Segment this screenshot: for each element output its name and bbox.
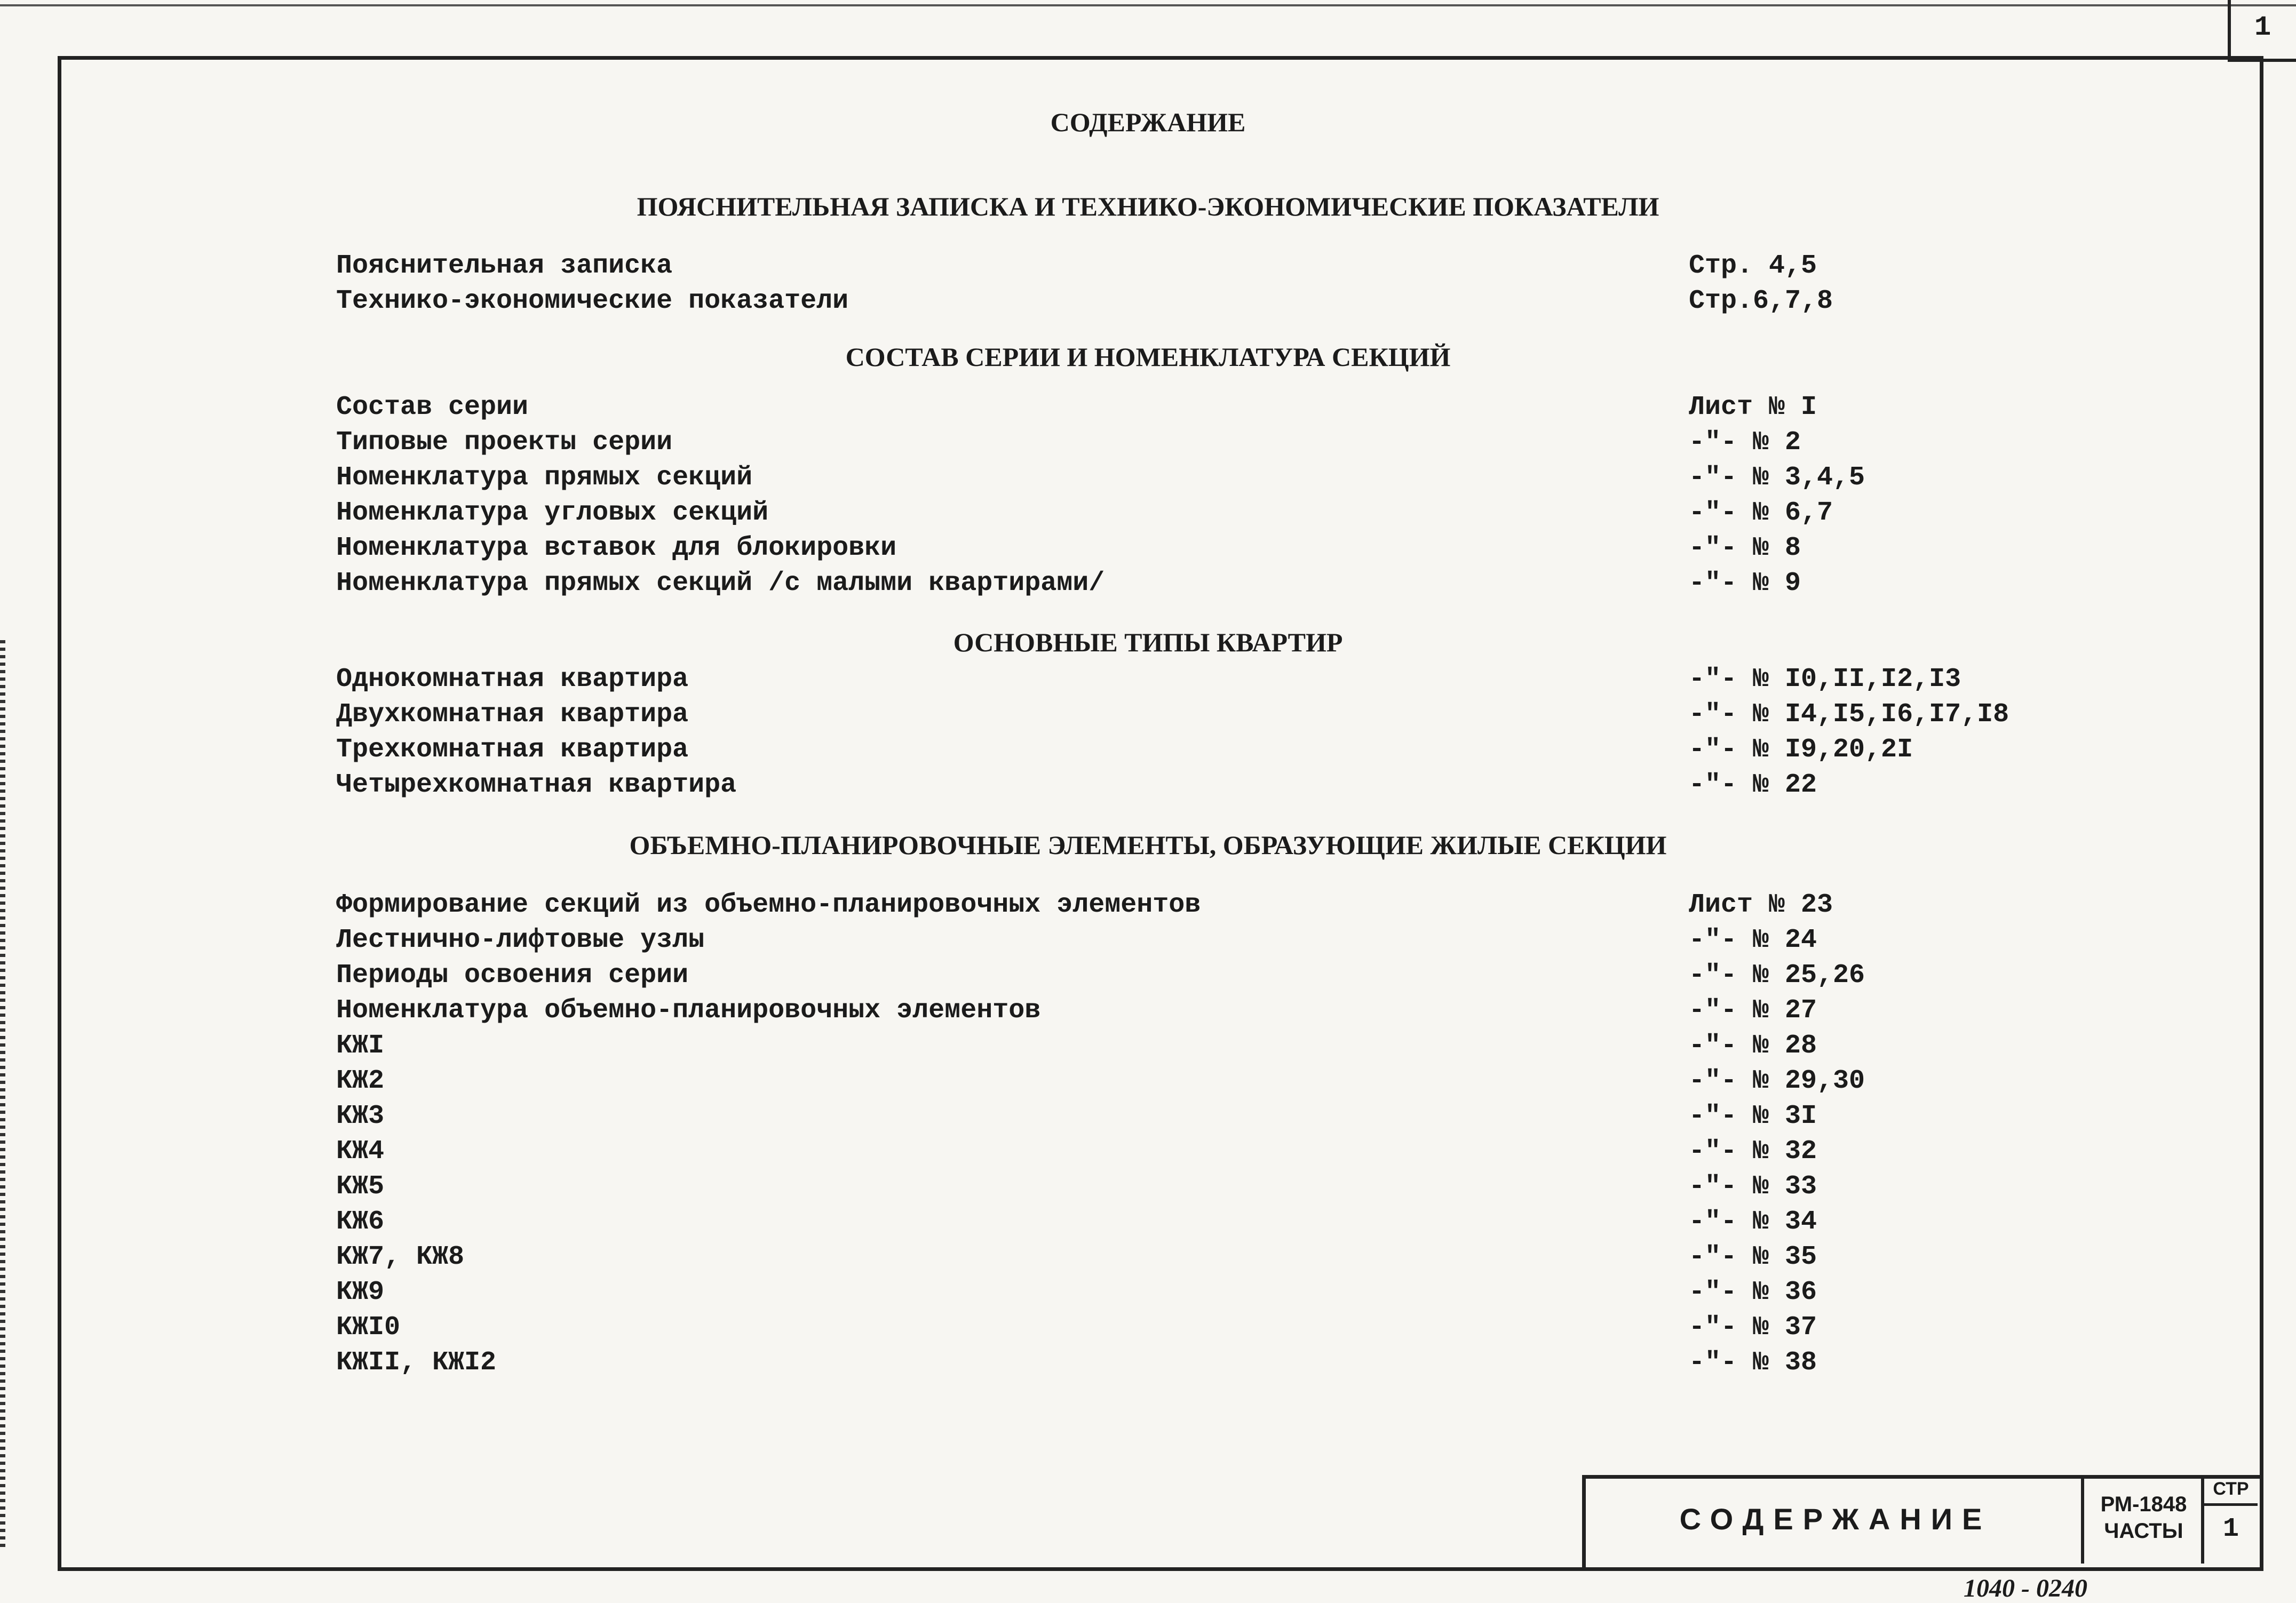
list-item <box>0 1277 2296 1312</box>
document-part-line: ЧАСТЬI <box>2104 1519 2183 1543</box>
item-ref: -"- № 36 <box>1689 1277 1817 1307</box>
item-ref: -"- № 37 <box>1689 1312 1817 1343</box>
list-item <box>0 251 2296 286</box>
section-heading-explanatory: ПОЯСНИТЕЛЬНАЯ ЗАПИСКА И ТЕХНИКО-ЭКОНОМИЧЕСКИЕ ПОКАЗАТЕЛИ <box>637 192 1659 221</box>
item-ref: -"- № 25,26 <box>1689 960 1865 991</box>
item-label: Периоды освоения серии <box>336 960 689 991</box>
list-item <box>0 960 2296 995</box>
list-item <box>0 1312 2296 1347</box>
item-ref: -"- № 29,30 <box>1689 1066 1865 1096</box>
item-ref: -"- № 22 <box>1689 770 1817 800</box>
list-item <box>0 1101 2296 1136</box>
list-item <box>0 995 2296 1031</box>
document-code <box>2086 1491 2201 1544</box>
list-item <box>0 1347 2296 1383</box>
list-item <box>0 664 2296 699</box>
item-ref: -"- № 32 <box>1689 1136 1817 1167</box>
top-edge-line <box>0 4 2296 6</box>
item-label: КЖ2 <box>336 1066 385 1096</box>
item-ref: -"- № I0,II,I2,I3 <box>1689 664 1961 695</box>
item-label: КЖI <box>336 1031 385 1061</box>
item-ref: -"- № 9 <box>1689 568 1801 599</box>
item-label: Состав серии <box>336 392 529 422</box>
item-label: Номенклатура объемно-планировочных элементов <box>336 995 1041 1026</box>
item-label: КЖI0 <box>336 1312 401 1343</box>
item-ref: -"- № 38 <box>1689 1347 1817 1378</box>
list-item <box>0 1242 2296 1277</box>
list-item <box>0 533 2296 568</box>
corner-page-number: 1 <box>2254 12 2271 43</box>
item-label: Трехкомнатная квартира <box>336 735 689 765</box>
item-label: Формирование секций из объемно-планировочных элементов <box>336 890 1201 920</box>
item-ref: Лист № 23 <box>1689 890 1833 920</box>
list-item <box>0 427 2296 462</box>
item-label: Типовые проекты серии <box>336 427 673 458</box>
list-item <box>0 1171 2296 1207</box>
list-item <box>0 1207 2296 1242</box>
list-item <box>0 568 2296 603</box>
item-ref: -"- № 28 <box>1689 1031 1817 1061</box>
list-item <box>0 392 2296 427</box>
list-item <box>0 925 2296 960</box>
section-heading-apartments: ОСНОВНЫЕ ТИПЫ КВАРТИР <box>953 627 1343 657</box>
item-label: Двухкомнатная квартира <box>336 699 689 730</box>
item-ref: -"- № 33 <box>1689 1171 1817 1202</box>
list-item <box>0 770 2296 805</box>
title-block-divider <box>2081 1475 2084 1564</box>
item-ref: -"- № 3I <box>1689 1101 1817 1131</box>
item-ref: Лист № I <box>1689 392 1817 422</box>
list-item <box>0 699 2296 735</box>
item-label: Однокомнатная квартира <box>336 664 689 695</box>
item-ref: -"- № I9,20,2I <box>1689 735 1913 765</box>
item-label: КЖ9 <box>336 1277 385 1307</box>
item-ref: -"- № 35 <box>1689 1242 1817 1272</box>
item-ref: -"- № 34 <box>1689 1207 1817 1237</box>
item-ref: Стр.6,7,8 <box>1689 286 1833 316</box>
section-heading-series: СОСТАВ СЕРИИ И НОМЕНКЛАТУРА СЕКЦИЙ <box>845 342 1451 372</box>
list-item <box>0 890 2296 925</box>
item-label: КЖII, КЖI2 <box>336 1347 497 1378</box>
item-ref: -"- № I4,I5,I6,I7,I8 <box>1689 699 2009 730</box>
item-label: Пояснительная записка <box>336 251 673 281</box>
item-label: КЖ5 <box>336 1171 385 1202</box>
item-ref: -"- № 8 <box>1689 533 1801 563</box>
item-label: Номенклатура прямых секций /с малыми квартирами/ <box>336 568 1105 599</box>
list-item <box>0 286 2296 321</box>
item-label: КЖ7, КЖ8 <box>336 1242 465 1272</box>
section-heading-volume-elements: ОБЪЕМНО-ПЛАНИРОВОЧНЫЕ ЭЛЕМЕНТЫ, ОБРАЗУЮЩИЕ ЖИЛЫЕ СЕКЦИИ <box>629 830 1667 860</box>
list-item <box>0 498 2296 533</box>
item-label: КЖ4 <box>336 1136 385 1167</box>
item-ref: -"- № 24 <box>1689 925 1817 955</box>
item-label: Номенклатура угловых секций <box>336 498 769 528</box>
page-number: 1 <box>2222 1514 2239 1544</box>
page-title: СОДЕРЖАНИЕ <box>1050 107 1246 137</box>
list-item <box>0 1136 2296 1171</box>
item-label: Лестнично-лифтовые узлы <box>336 925 705 955</box>
item-ref: -"- № 6,7 <box>1689 498 1833 528</box>
list-item <box>0 462 2296 498</box>
title-block-divider <box>2201 1503 2258 1506</box>
list-item <box>0 735 2296 770</box>
item-label: Номенклатура прямых секций <box>336 462 753 493</box>
list-item <box>0 1066 2296 1101</box>
item-label: КЖ6 <box>336 1207 385 1237</box>
item-ref: -"- № 3,4,5 <box>1689 462 1865 493</box>
item-label: Технико-экономические показатели <box>336 286 849 316</box>
item-ref: -"- № 2 <box>1689 427 1801 458</box>
item-ref: -"- № 27 <box>1689 995 1817 1026</box>
item-label: Четырехкомнатная квартира <box>336 770 737 800</box>
title-block-name: СОДЕРЖАНИЕ <box>1679 1502 1992 1536</box>
archive-number: 1040 - 0240 <box>1964 1574 2087 1602</box>
item-label: Номенклатура вставок для блокировки <box>336 533 897 563</box>
item-ref: Стр. 4,5 <box>1689 251 1817 281</box>
document-code-line: РМ-1848 <box>2100 1493 2187 1516</box>
item-label: КЖ3 <box>336 1101 385 1131</box>
page-label: СТР <box>2213 1479 2249 1499</box>
list-item <box>0 1031 2296 1066</box>
